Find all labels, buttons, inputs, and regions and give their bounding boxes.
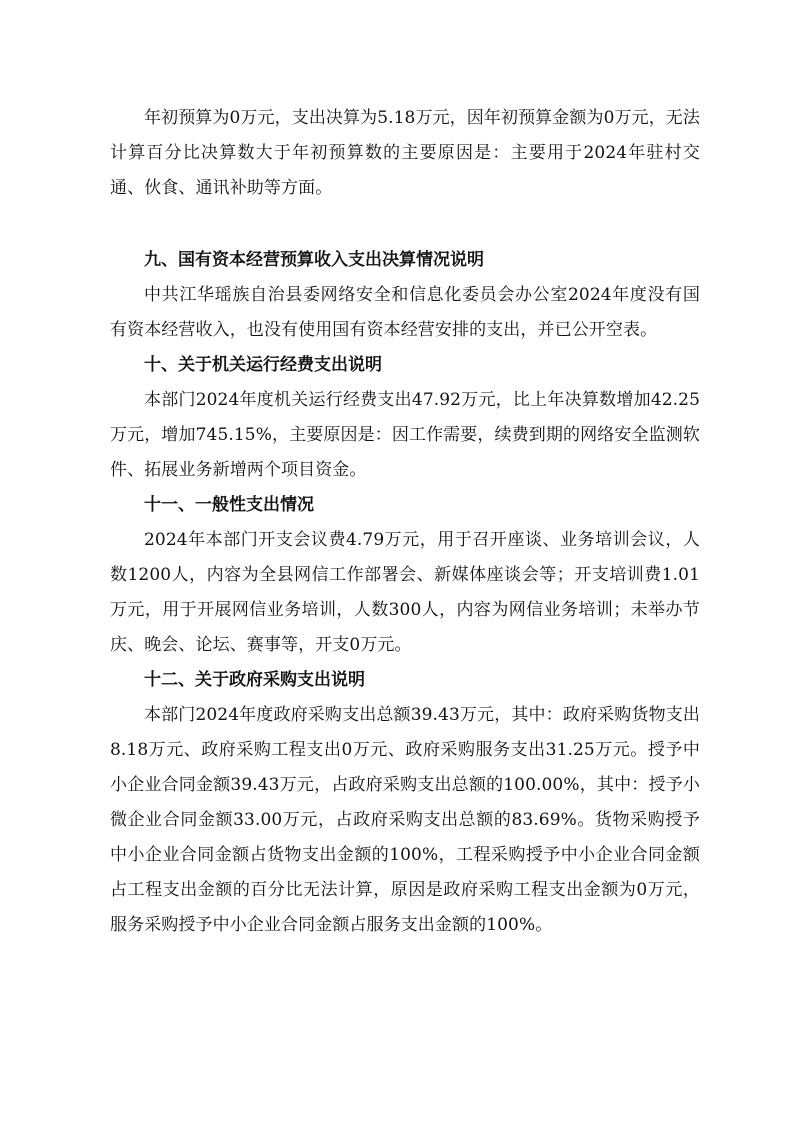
intro-paragraph: 年初预算为0万元，支出决算为5.18万元，因年初预算金额为0万元，无法计算百分比决算数大于年初预算数的主要原因是：主要用于2024年驻村交通、伙食、通讯补助等方面。 bbox=[110, 108, 700, 198]
section-heading-general-expenditure: 十一、一般性支出情况 bbox=[144, 495, 314, 515]
section-heading-state-capital: 九、国有资本经营预算收入支出决算情况说明 bbox=[144, 250, 484, 270]
section-spacer bbox=[110, 206, 700, 243]
section-body-operating-expenses: 本部门2024年度机关运行经费支出47.92万元，比上年决算数增加42.25万元，增加745.15%，主要原因是：因工作需要，续费到期的网络安全监测软件、拓展业务新增两个项目资金。 bbox=[110, 390, 700, 480]
section-body-state-capital: 中共江华瑶族自治县委网络安全和信息化委员会办公室2024年度没有国有资本经营收入，也没有使用国有资本经营安排的支出，并已公开空表。 bbox=[110, 285, 700, 340]
section-heading-operating-expenses: 十、关于机关运行经费支出说明 bbox=[144, 355, 382, 375]
document-body bbox=[110, 101, 700, 943]
section-body-general-expenditure: 2024年本部门开支会议费4.79万元，用于召开座谈、业务培训会议，人数1200人，内容为全县网信工作部署会、新媒体座谈会等；开支培训费1.01万元，用于开展网信业务培训，人数300人，内容为网信业务培训；未举办节庆、晚会、论坛、赛事等，开支0万元。 bbox=[110, 530, 700, 655]
section-body-government-procurement: 本部门2024年度政府采购支出总额39.43万元，其中：政府采购货物支出8.18万元、政府采购工程支出0万元、政府采购服务支出31.25万元。授予中小企业合同金额39.43万元，占政府采购支出总额的100.00%，其中：授予小微企业合同金额33.00万元，占政府采购支出总额的83.69%。货物采购授予中小企业合同金额占货物支出金额的100%，工程采购授予中小企业合同金额占工程支出金额的百分比无法计算，原因是政府采购工程支出金额为0万元，服务采购授予中小企业合同金额占服务支出金额的100%。 bbox=[110, 705, 700, 935]
section-heading-government-procurement: 十二、关于政府采购支出说明 bbox=[144, 670, 365, 690]
